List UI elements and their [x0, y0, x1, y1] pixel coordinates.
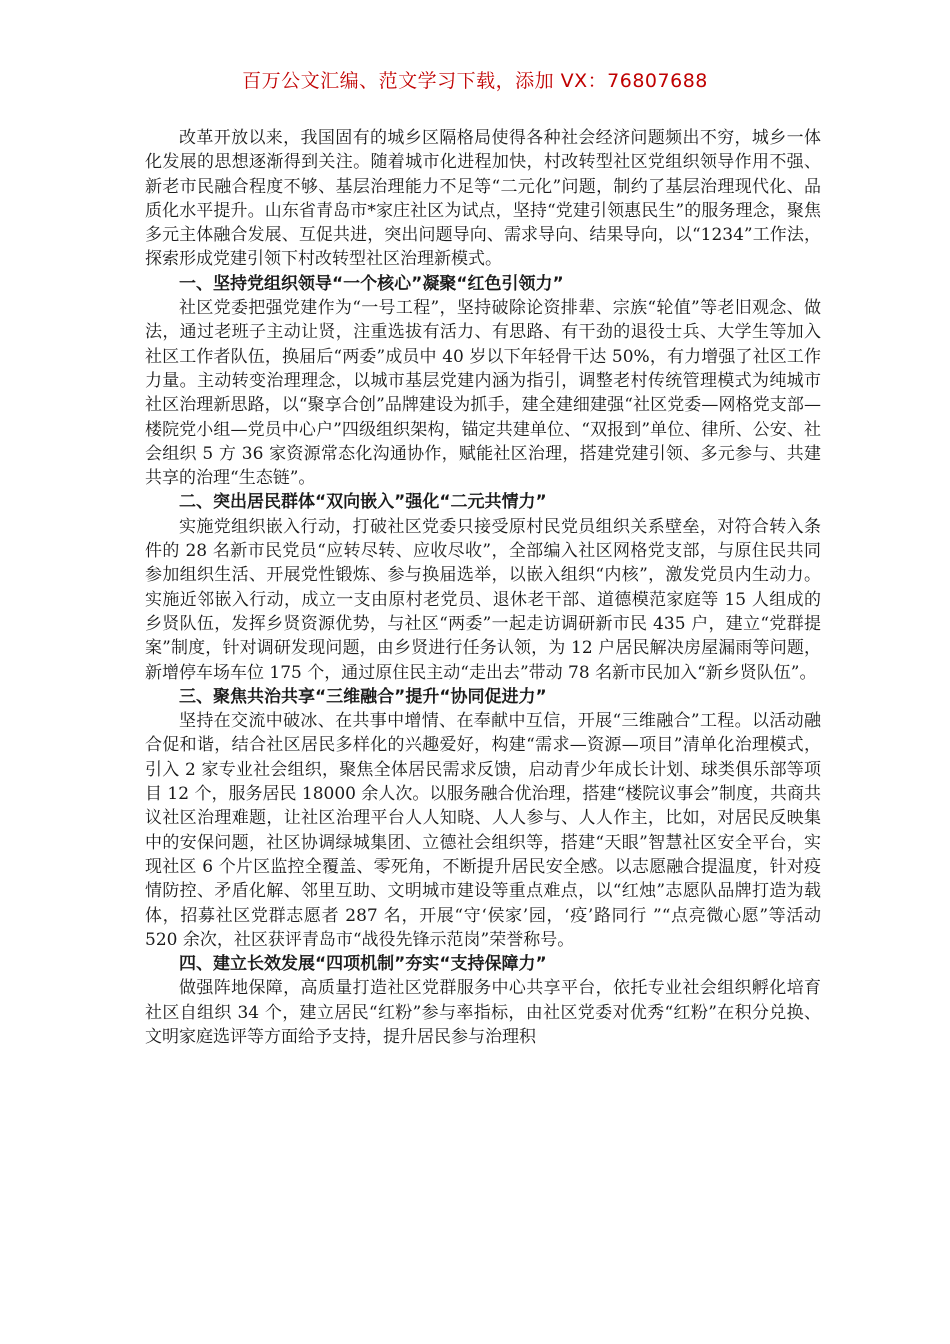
section-heading-2: 二、突出居民群体“双向嵌入”强化“二元共情力” — [179, 492, 547, 513]
section-heading-1: 一、坚持党组织领导“一个核心”凝聚“红色引领力” — [179, 273, 564, 294]
article-body — [145, 126, 821, 1049]
section-paragraph-4: 做强阵地保障，高质量打造社区党群服务中心共享平台，依托专业社会组织孵化培育社区自组织 34 个，建立居民“红粉”参与率指标，由社区党委对优秀“红粉”在积分兑换、文明家庭选评等方面给予支持，提升居民参与治理积 — [145, 978, 821, 1047]
section-heading-3: 三、聚焦共治共享“三维融合”提升“协同促进力” — [179, 686, 547, 707]
header-banner: 百万公文汇编、范文学习下载，添加 VX：76807688 — [242, 70, 708, 92]
section-heading-4: 四、建立长效发展“四项机制”夯实“支持保障力” — [179, 954, 547, 975]
section-paragraph-2: 实施党组织嵌入行动，打破社区党委只接受原村民党员组织关系壁垒，对符合转入条件的 28 名新市民党员“应转尽转、应收尽收”，全部编入社区网格党支部，与原住民共同参加组织生活、开展党性锻炼、参与换届选举，以嵌入组织“内核”，激发党员内生动力。实施近邻嵌入行动，成立一支由原村老党员、退休老干部、道德模范家庭等 15 人组成的乡贤队伍，发挥乡贤资源优势，与社区“两委”一起走访调研新市民 435 户，建立“党群提案”制度，针对调研发现问题，由乡贤进行任务认领，为 12 户居民解决房屋漏雨等问题，新增停车场车位 175 个，通过原住民主动“走出去”带动 78 名新市民加入“新乡贤队伍”。 — [145, 516, 821, 683]
section-paragraph-3: 坚持在交流中破冰、在共事中增情、在奉献中互信，开展“三维融合”工程。以活动融合促和谐，结合社区居民多样化的兴趣爱好，构建“需求—资源—项目”清单化治理模式，引入 2 家专业社会组织，聚焦全体居民需求反馈，启动青少年成长计划、球类俱乐部等项目 12 个，服务居民 18000 余人次。以服务融合优治理，搭建“楼院议事会”制度，共商共议社区治理难题，让社区治理平台人人知晓、人人参与、人人作主，比如，对居民反映集中的安保问题，社区协调绿城集团、立德社会组织等，搭建“天眼”智慧社区安全平台，实现社区 6 个片区监控全覆盖、零死角，不断提升居民安全感。以志愿融合提温度，针对疫情防控、矛盾化解、邻里互助、文明城市建设等重点难点，以“红烛”志愿队品牌打造为载体，招募社区党群志愿者 287 名，开展“守‘侯家’园，‘疫’路同行 ”“点亮微心愿”等活动 520 余次，社区获评青岛市“战役先锋示范岗”荣誉称号。 — [145, 711, 821, 950]
section-paragraph-1: 社区党委把强党建作为“一号工程”，坚持破除论资排辈、宗族“轮值”等老旧观念、做法，通过老班子主动让贤，注重选拔有活力、有思路、有干劲的退役士兵、大学生等加入社区工作者队伍，换届后“两委”成员中 40 岁以下年轻骨干达 50%，有力增强了社区工作力量。主动转变治理理念，以城市基层党建内涵为指引，调整老村传统管理模式为纯城市社区治理新思路，以“聚享合创”品牌建设为抓手，建全建细建强“社区党委—网格党支部—楼院党小组—党员中心户”四级组织架构，锚定共建单位、“双报到”单位、律所、公安、社会组织 5 方 36 家资源常态化沟通协作，赋能社区治理，搭建党建引领、多元参与、共建共享的治理“生态链”。 — [145, 298, 821, 489]
intro-paragraph: 改革开放以来，我国固有的城乡区隔格局使得各种社会经济问题频出不穷，城乡一体化发展的思想逐渐得到关注。随着城市化进程加快，村改转型社区党组织领导作用不强、新老市民融合程度不够、基层治理能力不足等“二元化”问题，制约了基层治理现代化、品质化水平提升。山东省青岛市*家庄社区为试点，坚持“党建引领惠民生”的服务理念，聚焦多元主体融合发展、互促共进，突出问题导向、需求导向、结果导向，以“1234”工作法，探索形成党建引领下村改转型社区治理新模式。 — [145, 128, 821, 270]
